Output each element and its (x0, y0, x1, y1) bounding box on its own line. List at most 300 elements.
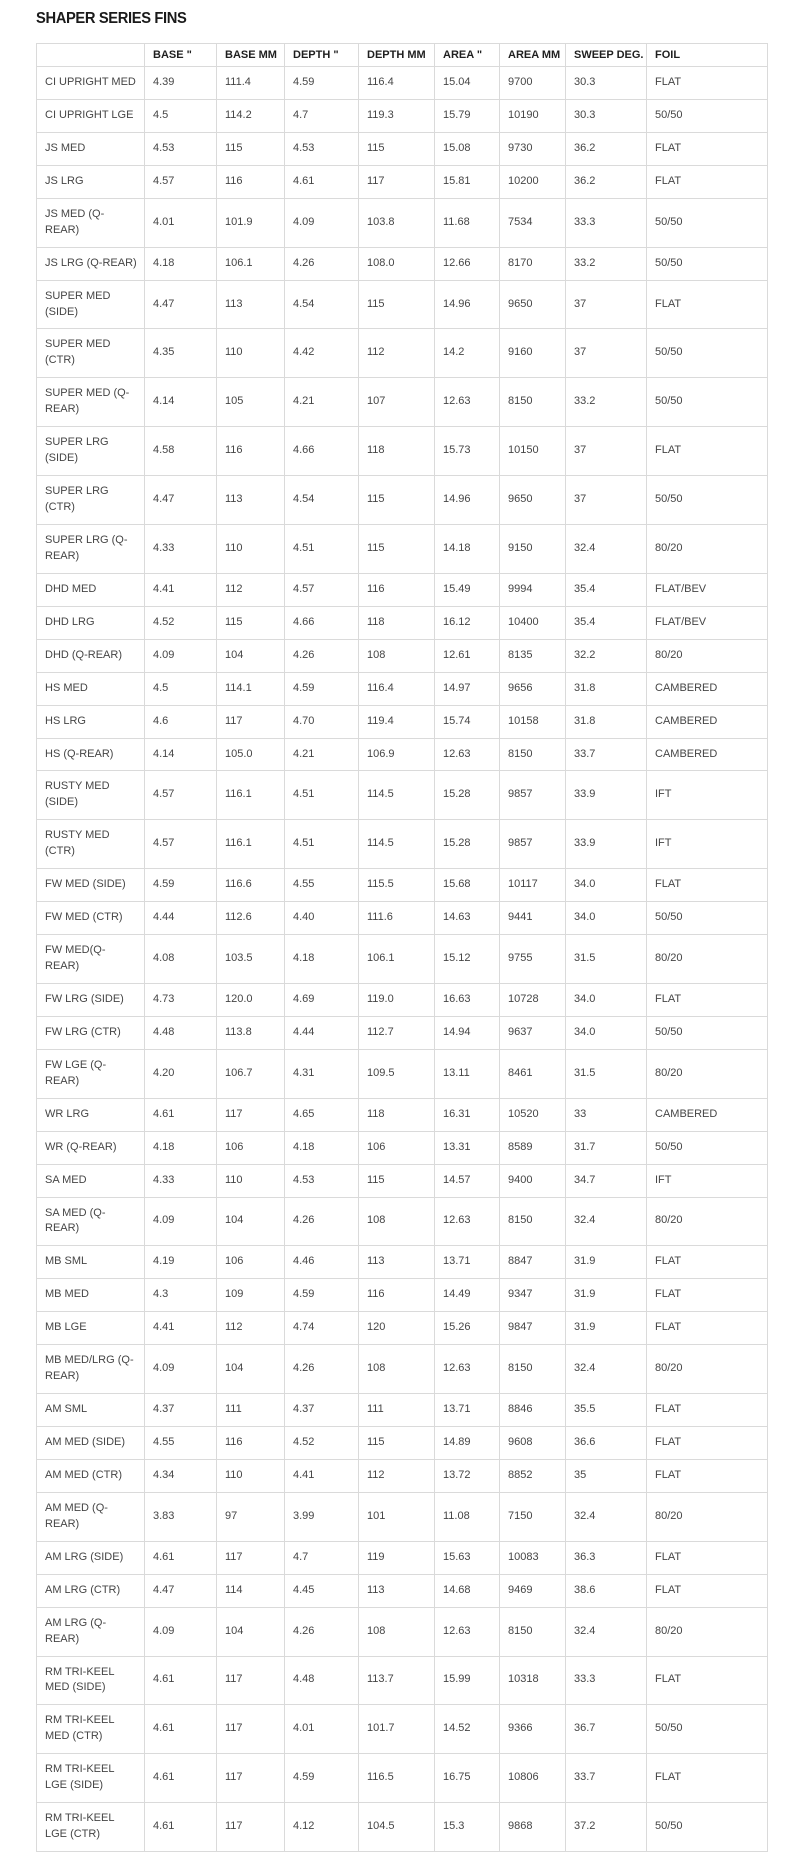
sweep-deg-cell: 31.9 (566, 1312, 647, 1345)
base-in-cell: 4.09 (145, 1345, 217, 1394)
area-in-cell: 15.08 (435, 132, 500, 165)
fin-name-cell: SA MED (37, 1164, 145, 1197)
foil-cell: FLAT (647, 1754, 768, 1803)
depth-in-cell: 4.09 (285, 198, 359, 247)
foil-cell: FLAT (647, 1246, 768, 1279)
base-mm-cell: 110 (217, 1164, 285, 1197)
area-in-cell: 15.04 (435, 67, 500, 100)
table-row (37, 329, 768, 378)
area-in-cell: 14.94 (435, 1016, 500, 1049)
table-row (37, 639, 768, 672)
sweep-deg-cell: 37 (566, 427, 647, 476)
fin-name-cell: FW MED(Q-REAR) (37, 935, 145, 984)
depth-in-cell: 4.26 (285, 1197, 359, 1246)
col-header-base-in: BASE " (145, 44, 217, 67)
depth-mm-cell: 113.7 (359, 1656, 435, 1705)
sweep-deg-cell: 34.0 (566, 869, 647, 902)
base-in-cell: 4.14 (145, 738, 217, 771)
area-in-cell: 15.49 (435, 573, 500, 606)
area-mm-cell: 8461 (500, 1049, 566, 1098)
base-in-cell: 3.83 (145, 1492, 217, 1541)
area-in-cell: 13.72 (435, 1459, 500, 1492)
base-in-cell: 4.14 (145, 378, 217, 427)
sweep-deg-cell: 37 (566, 476, 647, 525)
foil-cell: CAMBERED (647, 672, 768, 705)
foil-cell: 80/20 (647, 524, 768, 573)
depth-mm-cell: 106.1 (359, 935, 435, 984)
base-mm-cell: 112 (217, 573, 285, 606)
depth-mm-cell: 116 (359, 1279, 435, 1312)
fins-spec-table (36, 43, 768, 1852)
sweep-deg-cell: 34.0 (566, 902, 647, 935)
base-mm-cell: 116 (217, 165, 285, 198)
base-in-cell: 4.5 (145, 672, 217, 705)
table-row (37, 1016, 768, 1049)
table-row (37, 738, 768, 771)
table-body (37, 67, 768, 1852)
header-row (37, 44, 768, 67)
depth-in-cell: 4.37 (285, 1394, 359, 1427)
base-in-cell: 4.47 (145, 280, 217, 329)
area-mm-cell: 8150 (500, 1607, 566, 1656)
sweep-deg-cell: 32.4 (566, 524, 647, 573)
sweep-deg-cell: 36.2 (566, 165, 647, 198)
area-in-cell: 12.63 (435, 1197, 500, 1246)
base-in-cell: 4.01 (145, 198, 217, 247)
base-mm-cell: 111.4 (217, 67, 285, 100)
base-in-cell: 4.55 (145, 1427, 217, 1460)
base-mm-cell: 104 (217, 1197, 285, 1246)
foil-cell: 50/50 (647, 378, 768, 427)
area-mm-cell: 8846 (500, 1394, 566, 1427)
depth-mm-cell: 118 (359, 427, 435, 476)
table-row (37, 1607, 768, 1656)
fin-name-cell: DHD (Q-REAR) (37, 639, 145, 672)
depth-mm-cell: 104.5 (359, 1803, 435, 1852)
foil-cell: 80/20 (647, 1197, 768, 1246)
area-mm-cell: 8150 (500, 1197, 566, 1246)
area-mm-cell: 8150 (500, 738, 566, 771)
table-row (37, 67, 768, 100)
foil-cell: FLAT (647, 1574, 768, 1607)
area-mm-cell: 9441 (500, 902, 566, 935)
fin-name-cell: AM MED (SIDE) (37, 1427, 145, 1460)
depth-mm-cell: 119.3 (359, 99, 435, 132)
foil-cell: FLAT (647, 132, 768, 165)
area-in-cell: 12.66 (435, 247, 500, 280)
depth-in-cell: 4.26 (285, 639, 359, 672)
area-mm-cell: 9868 (500, 1803, 566, 1852)
depth-mm-cell: 101.7 (359, 1705, 435, 1754)
area-mm-cell: 9400 (500, 1164, 566, 1197)
base-mm-cell: 114.1 (217, 672, 285, 705)
table-row (37, 1279, 768, 1312)
depth-in-cell: 4.51 (285, 524, 359, 573)
fin-name-cell: RUSTY MED (SIDE) (37, 771, 145, 820)
base-in-cell: 4.6 (145, 705, 217, 738)
foil-cell: 50/50 (647, 198, 768, 247)
area-in-cell: 14.52 (435, 1705, 500, 1754)
depth-mm-cell: 117 (359, 165, 435, 198)
base-mm-cell: 113.8 (217, 1016, 285, 1049)
base-in-cell: 4.61 (145, 1656, 217, 1705)
depth-in-cell: 4.42 (285, 329, 359, 378)
depth-mm-cell: 106 (359, 1131, 435, 1164)
area-mm-cell: 8170 (500, 247, 566, 280)
area-mm-cell: 10728 (500, 983, 566, 1016)
foil-cell: 50/50 (647, 1803, 768, 1852)
area-in-cell: 13.71 (435, 1394, 500, 1427)
area-mm-cell: 9700 (500, 67, 566, 100)
foil-cell: FLAT (647, 869, 768, 902)
base-mm-cell: 104 (217, 639, 285, 672)
area-in-cell: 14.49 (435, 1279, 500, 1312)
base-mm-cell: 101.9 (217, 198, 285, 247)
table-row (37, 1459, 768, 1492)
sweep-deg-cell: 31.7 (566, 1131, 647, 1164)
area-mm-cell: 9847 (500, 1312, 566, 1345)
table-row (37, 99, 768, 132)
foil-cell: FLAT (647, 1541, 768, 1574)
foil-cell: 80/20 (647, 1345, 768, 1394)
base-in-cell: 4.34 (145, 1459, 217, 1492)
area-in-cell: 13.11 (435, 1049, 500, 1098)
sweep-deg-cell: 33.7 (566, 1754, 647, 1803)
area-mm-cell: 7534 (500, 198, 566, 247)
fin-name-cell: RM TRI-KEEL MED (SIDE) (37, 1656, 145, 1705)
sweep-deg-cell: 35.4 (566, 573, 647, 606)
depth-in-cell: 4.59 (285, 1279, 359, 1312)
depth-mm-cell: 112.7 (359, 1016, 435, 1049)
foil-cell: 50/50 (647, 329, 768, 378)
sweep-deg-cell: 32.4 (566, 1345, 647, 1394)
table-row (37, 771, 768, 820)
base-mm-cell: 117 (217, 1656, 285, 1705)
base-in-cell: 4.18 (145, 1131, 217, 1164)
area-in-cell: 15.3 (435, 1803, 500, 1852)
depth-in-cell: 4.21 (285, 378, 359, 427)
base-mm-cell: 105 (217, 378, 285, 427)
base-in-cell: 4.35 (145, 329, 217, 378)
fin-name-cell: HS LRG (37, 705, 145, 738)
table-row (37, 1246, 768, 1279)
base-in-cell: 4.37 (145, 1394, 217, 1427)
foil-cell: FLAT (647, 165, 768, 198)
base-in-cell: 4.41 (145, 573, 217, 606)
area-mm-cell: 9150 (500, 524, 566, 573)
area-mm-cell: 8589 (500, 1131, 566, 1164)
sweep-deg-cell: 33.9 (566, 771, 647, 820)
sweep-deg-cell: 30.3 (566, 99, 647, 132)
table-row (37, 1427, 768, 1460)
area-mm-cell: 10200 (500, 165, 566, 198)
foil-cell: 50/50 (647, 1705, 768, 1754)
area-in-cell: 12.63 (435, 1345, 500, 1394)
fin-name-cell: HS (Q-REAR) (37, 738, 145, 771)
depth-in-cell: 3.99 (285, 1492, 359, 1541)
table-row (37, 573, 768, 606)
depth-in-cell: 4.59 (285, 67, 359, 100)
depth-in-cell: 4.59 (285, 1754, 359, 1803)
table-row (37, 1705, 768, 1754)
base-mm-cell: 112 (217, 1312, 285, 1345)
depth-mm-cell: 106.9 (359, 738, 435, 771)
fin-name-cell: RM TRI-KEEL MED (CTR) (37, 1705, 145, 1754)
table-row (37, 198, 768, 247)
depth-mm-cell: 109.5 (359, 1049, 435, 1098)
depth-mm-cell: 108 (359, 1607, 435, 1656)
area-mm-cell: 9366 (500, 1705, 566, 1754)
col-header-area-mm: AREA MM (500, 44, 566, 67)
depth-in-cell: 4.52 (285, 1427, 359, 1460)
base-mm-cell: 116.6 (217, 869, 285, 902)
base-in-cell: 4.33 (145, 524, 217, 573)
sweep-deg-cell: 30.3 (566, 67, 647, 100)
sweep-deg-cell: 33.3 (566, 198, 647, 247)
area-mm-cell: 10520 (500, 1098, 566, 1131)
fin-name-cell: AM LRG (Q-REAR) (37, 1607, 145, 1656)
sweep-deg-cell: 33 (566, 1098, 647, 1131)
depth-mm-cell: 115 (359, 476, 435, 525)
area-in-cell: 15.99 (435, 1656, 500, 1705)
depth-in-cell: 4.74 (285, 1312, 359, 1345)
base-in-cell: 4.48 (145, 1016, 217, 1049)
foil-cell: 80/20 (647, 935, 768, 984)
depth-in-cell: 4.54 (285, 476, 359, 525)
foil-cell: 50/50 (647, 476, 768, 525)
depth-in-cell: 4.65 (285, 1098, 359, 1131)
base-in-cell: 4.33 (145, 1164, 217, 1197)
area-mm-cell: 8150 (500, 1345, 566, 1394)
table-row (37, 1131, 768, 1164)
depth-in-cell: 4.48 (285, 1656, 359, 1705)
foil-cell: IFT (647, 771, 768, 820)
area-in-cell: 15.74 (435, 705, 500, 738)
area-mm-cell: 9656 (500, 672, 566, 705)
depth-in-cell: 4.66 (285, 606, 359, 639)
base-in-cell: 4.73 (145, 983, 217, 1016)
sweep-deg-cell: 31.5 (566, 1049, 647, 1098)
base-in-cell: 4.52 (145, 606, 217, 639)
foil-cell: FLAT (647, 427, 768, 476)
area-mm-cell: 10117 (500, 869, 566, 902)
fin-name-cell: FW LRG (SIDE) (37, 983, 145, 1016)
table-row (37, 1312, 768, 1345)
fin-name-cell: DHD MED (37, 573, 145, 606)
fin-name-cell: MB MED (37, 1279, 145, 1312)
foil-cell: 50/50 (647, 99, 768, 132)
table-row (37, 1098, 768, 1131)
area-in-cell: 15.26 (435, 1312, 500, 1345)
fin-name-cell: RM TRI-KEEL LGE (CTR) (37, 1803, 145, 1852)
depth-in-cell: 4.46 (285, 1246, 359, 1279)
depth-in-cell: 4.69 (285, 983, 359, 1016)
base-mm-cell: 120.0 (217, 983, 285, 1016)
foil-cell: FLAT (647, 1656, 768, 1705)
area-in-cell: 15.81 (435, 165, 500, 198)
base-in-cell: 4.61 (145, 1098, 217, 1131)
sweep-deg-cell: 36.6 (566, 1427, 647, 1460)
sweep-deg-cell: 33.2 (566, 378, 647, 427)
depth-mm-cell: 113 (359, 1574, 435, 1607)
base-in-cell: 4.19 (145, 1246, 217, 1279)
area-mm-cell: 10318 (500, 1656, 566, 1705)
base-mm-cell: 106.1 (217, 247, 285, 280)
fin-name-cell: CI UPRIGHT MED (37, 67, 145, 100)
base-in-cell: 4.3 (145, 1279, 217, 1312)
table-row (37, 1049, 768, 1098)
depth-mm-cell: 108 (359, 639, 435, 672)
sweep-deg-cell: 38.6 (566, 1574, 647, 1607)
depth-mm-cell: 103.8 (359, 198, 435, 247)
sweep-deg-cell: 37 (566, 329, 647, 378)
depth-mm-cell: 118 (359, 606, 435, 639)
fin-name-cell: MB SML (37, 1246, 145, 1279)
foil-cell: FLAT (647, 983, 768, 1016)
depth-in-cell: 4.51 (285, 771, 359, 820)
table-row (37, 1574, 768, 1607)
depth-in-cell: 4.70 (285, 705, 359, 738)
foil-cell: FLAT/BEV (647, 573, 768, 606)
area-in-cell: 15.68 (435, 869, 500, 902)
depth-in-cell: 4.7 (285, 1541, 359, 1574)
area-in-cell: 11.68 (435, 198, 500, 247)
base-mm-cell: 116 (217, 1427, 285, 1460)
area-in-cell: 14.68 (435, 1574, 500, 1607)
area-in-cell: 14.89 (435, 1427, 500, 1460)
fin-name-cell: JS MED (Q-REAR) (37, 198, 145, 247)
sweep-deg-cell: 32.4 (566, 1197, 647, 1246)
table-row (37, 983, 768, 1016)
area-in-cell: 15.12 (435, 935, 500, 984)
depth-in-cell: 4.18 (285, 1131, 359, 1164)
area-mm-cell: 9755 (500, 935, 566, 984)
fin-name-cell: JS MED (37, 132, 145, 165)
foil-cell: FLAT/BEV (647, 606, 768, 639)
area-in-cell: 16.63 (435, 983, 500, 1016)
depth-in-cell: 4.57 (285, 573, 359, 606)
base-in-cell: 4.57 (145, 820, 217, 869)
base-in-cell: 4.5 (145, 99, 217, 132)
table-row (37, 1803, 768, 1852)
base-in-cell: 4.44 (145, 902, 217, 935)
depth-in-cell: 4.54 (285, 280, 359, 329)
fin-name-cell: RM TRI-KEEL LGE (SIDE) (37, 1754, 145, 1803)
foil-cell: IFT (647, 820, 768, 869)
fin-name-cell: AM MED (CTR) (37, 1459, 145, 1492)
table-row (37, 1754, 768, 1803)
col-header-fin-name (37, 44, 145, 67)
table-row (37, 280, 768, 329)
area-in-cell: 12.63 (435, 378, 500, 427)
area-mm-cell: 10158 (500, 705, 566, 738)
base-mm-cell: 116 (217, 427, 285, 476)
depth-in-cell: 4.7 (285, 99, 359, 132)
depth-in-cell: 4.61 (285, 165, 359, 198)
table-row (37, 1197, 768, 1246)
fin-name-cell: SA MED (Q-REAR) (37, 1197, 145, 1246)
foil-cell: FLAT (647, 1312, 768, 1345)
depth-in-cell: 4.31 (285, 1049, 359, 1098)
sweep-deg-cell: 34.0 (566, 1016, 647, 1049)
sweep-deg-cell: 36.3 (566, 1541, 647, 1574)
depth-in-cell: 4.44 (285, 1016, 359, 1049)
sweep-deg-cell: 34.7 (566, 1164, 647, 1197)
depth-in-cell: 4.40 (285, 902, 359, 935)
base-mm-cell: 117 (217, 1803, 285, 1852)
area-mm-cell: 9469 (500, 1574, 566, 1607)
area-mm-cell: 9637 (500, 1016, 566, 1049)
area-mm-cell: 9730 (500, 132, 566, 165)
base-mm-cell: 115 (217, 132, 285, 165)
area-in-cell: 15.63 (435, 1541, 500, 1574)
depth-in-cell: 4.21 (285, 738, 359, 771)
area-mm-cell: 9347 (500, 1279, 566, 1312)
col-header-base-mm: BASE MM (217, 44, 285, 67)
base-mm-cell: 117 (217, 1098, 285, 1131)
depth-mm-cell: 108.0 (359, 247, 435, 280)
table-row (37, 902, 768, 935)
depth-mm-cell: 107 (359, 378, 435, 427)
foil-cell: 80/20 (647, 1492, 768, 1541)
base-in-cell: 4.18 (145, 247, 217, 280)
depth-mm-cell: 108 (359, 1345, 435, 1394)
depth-mm-cell: 120 (359, 1312, 435, 1345)
foil-cell: FLAT (647, 280, 768, 329)
depth-mm-cell: 116.4 (359, 67, 435, 100)
area-in-cell: 14.2 (435, 329, 500, 378)
sweep-deg-cell: 31.9 (566, 1246, 647, 1279)
fin-name-cell: HS MED (37, 672, 145, 705)
col-header-depth-mm: DEPTH MM (359, 44, 435, 67)
area-mm-cell: 8847 (500, 1246, 566, 1279)
foil-cell: CAMBERED (647, 705, 768, 738)
depth-mm-cell: 114.5 (359, 820, 435, 869)
fin-name-cell: AM LRG (SIDE) (37, 1541, 145, 1574)
depth-mm-cell: 115.5 (359, 869, 435, 902)
fin-name-cell: JS LRG (Q-REAR) (37, 247, 145, 280)
foil-cell: CAMBERED (647, 1098, 768, 1131)
area-in-cell: 16.12 (435, 606, 500, 639)
base-mm-cell: 117 (217, 705, 285, 738)
fin-name-cell: MB MED/LRG (Q-REAR) (37, 1345, 145, 1394)
depth-in-cell: 4.01 (285, 1705, 359, 1754)
sweep-deg-cell: 33.2 (566, 247, 647, 280)
base-in-cell: 4.20 (145, 1049, 217, 1098)
table-row (37, 1541, 768, 1574)
area-in-cell: 12.63 (435, 1607, 500, 1656)
base-mm-cell: 110 (217, 524, 285, 573)
area-mm-cell: 10400 (500, 606, 566, 639)
sweep-deg-cell: 32.4 (566, 1607, 647, 1656)
depth-mm-cell: 119.4 (359, 705, 435, 738)
area-in-cell: 15.73 (435, 427, 500, 476)
depth-in-cell: 4.53 (285, 132, 359, 165)
base-mm-cell: 114 (217, 1574, 285, 1607)
area-in-cell: 15.28 (435, 820, 500, 869)
depth-in-cell: 4.41 (285, 1459, 359, 1492)
table-row (37, 1492, 768, 1541)
fin-name-cell: AM MED (Q-REAR) (37, 1492, 145, 1541)
foil-cell: 80/20 (647, 1607, 768, 1656)
sweep-deg-cell: 31.8 (566, 705, 647, 738)
table-row (37, 672, 768, 705)
base-in-cell: 4.61 (145, 1541, 217, 1574)
area-mm-cell: 8852 (500, 1459, 566, 1492)
base-in-cell: 4.08 (145, 935, 217, 984)
sweep-deg-cell: 36.2 (566, 132, 647, 165)
base-in-cell: 4.61 (145, 1803, 217, 1852)
